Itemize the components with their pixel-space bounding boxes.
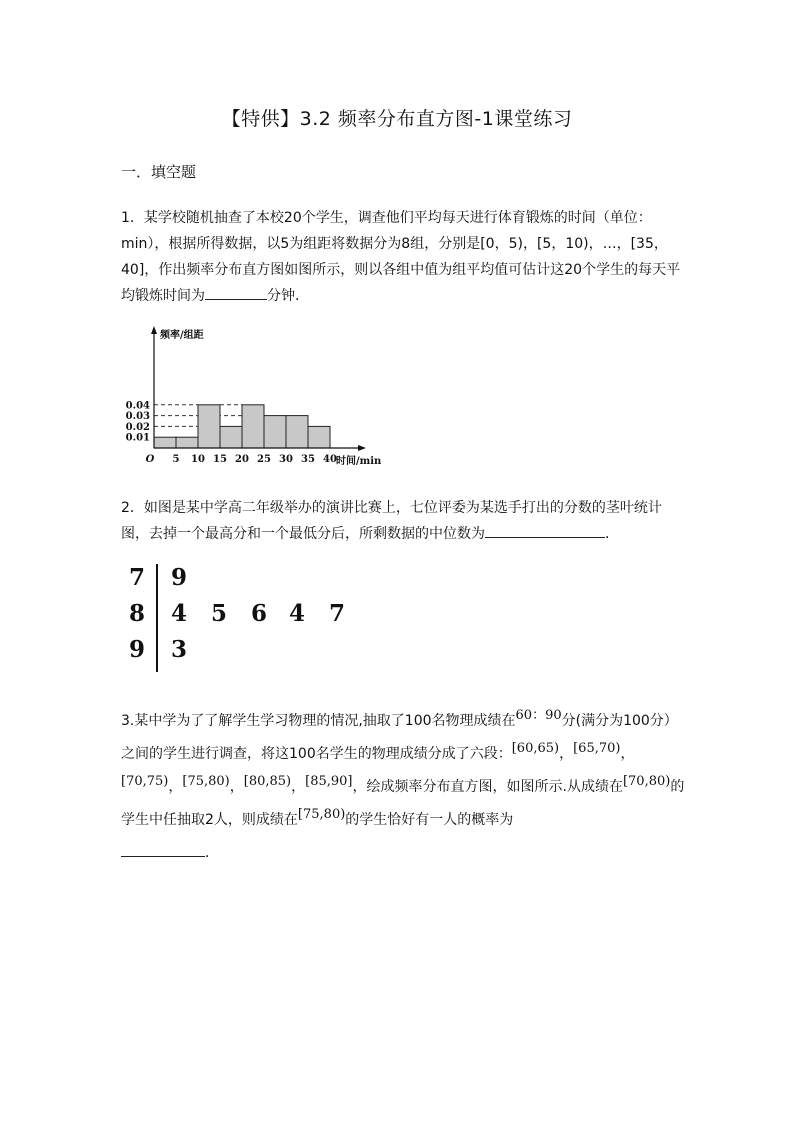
histogram-bar bbox=[198, 405, 220, 448]
question-3-text-5: 的学生恰好有一人的概率为 bbox=[345, 812, 514, 828]
leaf-value: 4 bbox=[171, 600, 188, 627]
question-1 bbox=[121, 205, 686, 309]
leaf-value: 9 bbox=[171, 564, 188, 591]
y-tick-label: 0.04 bbox=[125, 400, 150, 412]
x-tick-label: O bbox=[145, 454, 155, 465]
x-tick-label: 25 bbox=[257, 454, 271, 465]
x-axis-label: 时间/min bbox=[336, 456, 382, 467]
histogram-bar bbox=[220, 426, 242, 448]
question-3-text-1: 3.某中学为了了解学生学习物理的情况,抽取了100名物理成绩在 bbox=[121, 713, 516, 729]
stem-leaf-row bbox=[123, 564, 383, 600]
interval-5: [80,85) bbox=[243, 774, 292, 789]
question-2-text: 2．如图是某中学高二年级举办的演讲比赛上，七位评委为某选手打出的分数的茎叶统计图，去掉一个最高分和一个最低分后，所剩数据的中位数为 bbox=[121, 500, 662, 542]
frequency-histogram bbox=[118, 322, 398, 472]
question-3-text-2: 分(满分为100分）之间的学生进行调查，将这100名学生的物理成绩分成了六段： bbox=[121, 713, 678, 762]
separator: ， bbox=[291, 779, 306, 795]
page-title: 【特供】3.2 频率分布直方图-1课堂练习 bbox=[221, 108, 573, 130]
x-tick-label: 5 bbox=[172, 454, 180, 465]
question-1-text: 1．某学校随机抽查了本校20个学生，调查他们平均每天进行体育锻炼的时间（单位：min），根据所得数据，以5为组距将数据分为8组，分别是[0，5)，[5，10)，…，[35，40]，作出频率分布直方图如图所示，则以各组中值为组平均值可估计这20个学生的每天平均锻炼时间为 bbox=[121, 210, 681, 304]
x-tick-label: 15 bbox=[213, 454, 227, 465]
stem-leaf-row bbox=[123, 636, 383, 672]
question-3 bbox=[121, 705, 686, 870]
question-3-text-3: ，绘成频率分布直方图，如图所示.从成绩在 bbox=[352, 779, 623, 795]
score-range: 60：90 bbox=[515, 708, 562, 723]
leaf-value: 7 bbox=[329, 600, 346, 627]
interval-75-80: [75,80) bbox=[297, 807, 346, 822]
leaf-value: 3 bbox=[171, 636, 188, 663]
leaf-value: 5 bbox=[211, 600, 228, 627]
answer-blank-1[interactable] bbox=[205, 283, 267, 300]
y-tick-label: 0.03 bbox=[125, 411, 150, 423]
separator: ， bbox=[559, 746, 574, 762]
answer-blank-2[interactable] bbox=[485, 521, 605, 538]
x-tick-label: 30 bbox=[279, 454, 293, 465]
separator: ， bbox=[229, 779, 244, 795]
question-3-end: . bbox=[205, 845, 210, 861]
x-tick-label: 40 bbox=[323, 454, 337, 465]
y-axis-label: 频率/组距 bbox=[160, 330, 204, 341]
answer-blank-3[interactable] bbox=[121, 840, 205, 857]
interval-1: [60,65) bbox=[511, 741, 560, 756]
separator: ， bbox=[620, 746, 635, 762]
interval-2: [65,70) bbox=[573, 741, 621, 756]
stem-value: 8 bbox=[129, 600, 146, 627]
stem-value: 7 bbox=[129, 564, 146, 591]
x-tick-label: 20 bbox=[235, 454, 249, 465]
stem-leaf-plot bbox=[123, 560, 383, 676]
x-axis-arrow bbox=[358, 445, 366, 451]
section-heading: 一．填空题 bbox=[121, 163, 197, 181]
question-3-text-4: 的学生中任抽取2人，则成绩在 bbox=[121, 779, 685, 828]
question-2-suffix: ． bbox=[605, 526, 619, 542]
interval-4: [75,80) bbox=[182, 774, 230, 789]
separator: ， bbox=[168, 779, 183, 795]
y-tick-label: 0.01 bbox=[125, 432, 150, 444]
histogram-bar bbox=[286, 416, 308, 448]
question-2 bbox=[121, 495, 686, 547]
histogram-bar bbox=[264, 416, 286, 448]
histogram-bar bbox=[176, 437, 198, 448]
leaf-value: 4 bbox=[289, 600, 306, 627]
x-tick-label: 35 bbox=[301, 454, 315, 465]
x-tick-label: 10 bbox=[191, 454, 205, 465]
stem-leaf-row bbox=[123, 600, 383, 636]
y-tick-label: 0.02 bbox=[125, 421, 150, 433]
interval-70-80: [70,80) bbox=[622, 774, 671, 789]
interval-6: [85,90] bbox=[305, 774, 353, 789]
question-1-suffix: 分钟． bbox=[267, 288, 309, 304]
histogram-bar bbox=[308, 426, 330, 448]
interval-3: [70,75) bbox=[121, 774, 169, 789]
y-axis-arrow bbox=[151, 326, 157, 334]
stem-value: 9 bbox=[129, 636, 146, 663]
leaf-value: 6 bbox=[251, 600, 268, 627]
histogram-bar bbox=[242, 405, 264, 448]
histogram-bar bbox=[154, 437, 176, 448]
